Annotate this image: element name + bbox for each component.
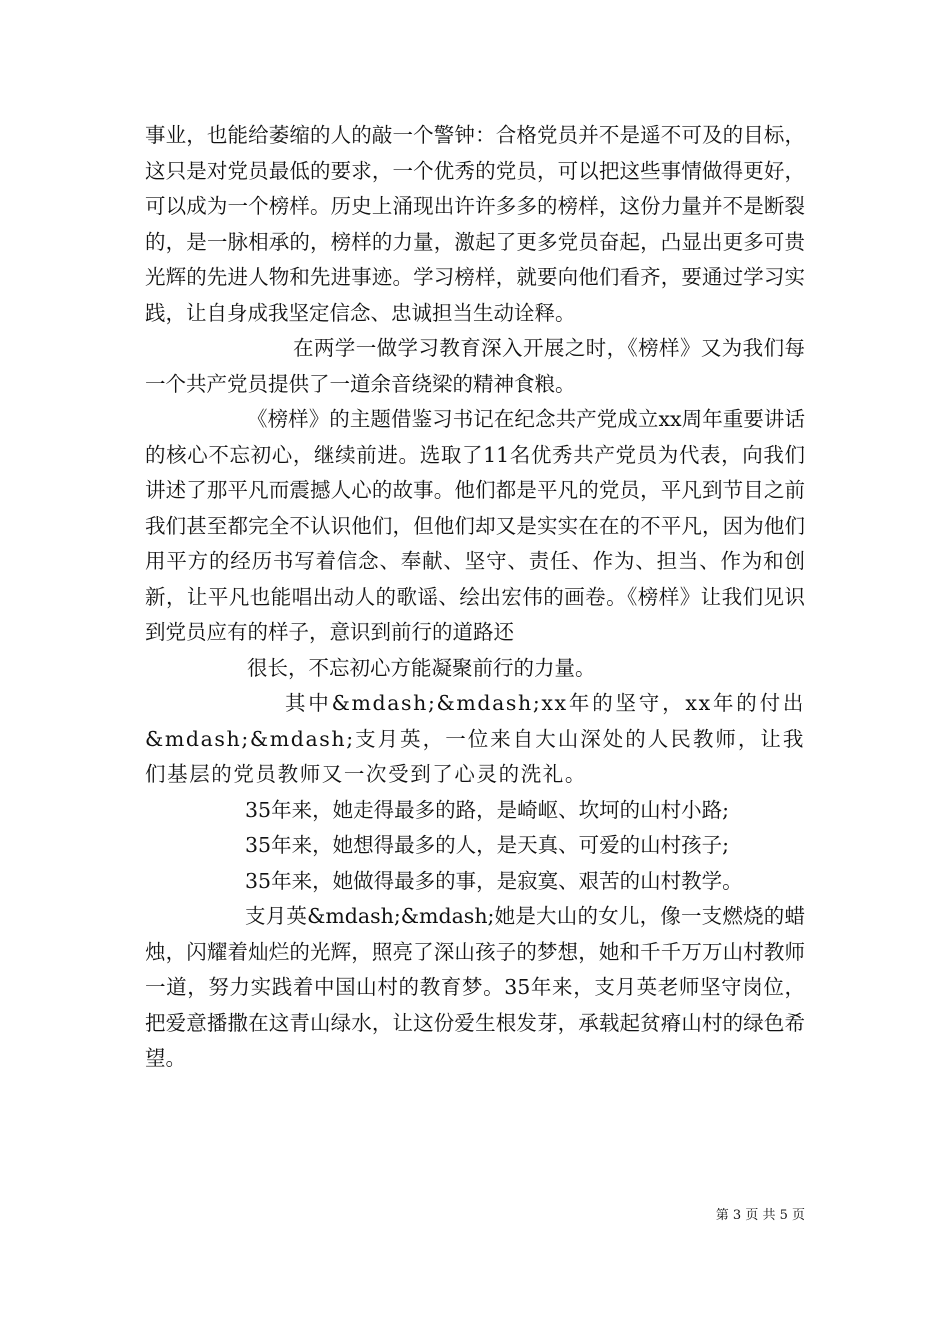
document-body bbox=[145, 118, 805, 1077]
paragraph-theme: 《榜样》的主题借鉴习书记在纪念共产党成立xx周年重要讲话的核心不忘初心，继续前进。选取了11名优秀共产党员为代表，向我们讲述了那平凡而震撼人心的故事。他们都是平凡的党员，平凡到节目之前我们甚至都完全不认识他们，但他们却又是实实在在的不平凡，因为他们用平方的经历书写着信念、奉献、坚守、责任、作为、担当、作为和创新，让平凡也能唱出动人的歌谣、绘出宏伟的画卷。《榜样》让我们见识到党员应有的样子，意识到前行的道路还 bbox=[145, 407, 805, 644]
paragraph-children: 35年来，她想得最多的人，是天真、可爱的山村孩子; bbox=[245, 833, 729, 857]
paragraph-continuation: 很长，不忘初心方能凝聚前行的力量。 bbox=[247, 655, 596, 680]
paragraph-zhi-yueying-intro: 其中&mdash;&mdash;xx年的坚守，xx年的付出&mdash;&mdash;支月英，一位来自大山深处的人民教师，让我们基层的党员教师又一次受到了心灵的洗礼。 bbox=[145, 691, 805, 786]
paragraph-two-study: 在两学一做学习教育深入开展之时，《榜样》又为我们每一个共产党员提供了一道余音绕梁的精神食粮。 bbox=[145, 336, 805, 396]
paragraph-mountain-daughter: 支月英&mdash;&mdash;她是大山的女儿，像一支燃烧的蜡烛，闪耀着灿烂的光辉，照亮了深山孩子的梦想，她和千千万万山村教师一道，努力实践着中国山村的教育梦。35年来，支月英老师坚守岗位，把爱意播撒在这青山绿水，让这份爱生根发芽，承载起贫瘠山村的绿色希望。 bbox=[145, 904, 805, 1070]
paragraph-intro: 事业，也能给萎缩的人的敲一个警钟：合格党员并不是遥不可及的目标，这只是对党员最低的要求，一个优秀的党员，可以把这些事情做得更好，可以成为一个榜样。历史上涌现出许许多多的榜样，这份力量并不是断裂的，是一脉相承的，榜样的力量，激起了更多党员奋起，凸显出更多可贵光辉的先进人物和先进事迹。学习榜样，就要向他们看齐，要通过学习实践，让自身成我坚定信念、忠诚担当生动诠释。 bbox=[145, 123, 805, 325]
page-number-footer: 第 3 页 共 5 页 bbox=[715, 1208, 805, 1223]
paragraph-road: 35年来，她走得最多的路，是崎岖、坎坷的山村小路; bbox=[245, 797, 729, 822]
paragraph-teaching: 35年来，她做得最多的事，是寂寞、艰苦的山村教学。 bbox=[245, 868, 743, 893]
